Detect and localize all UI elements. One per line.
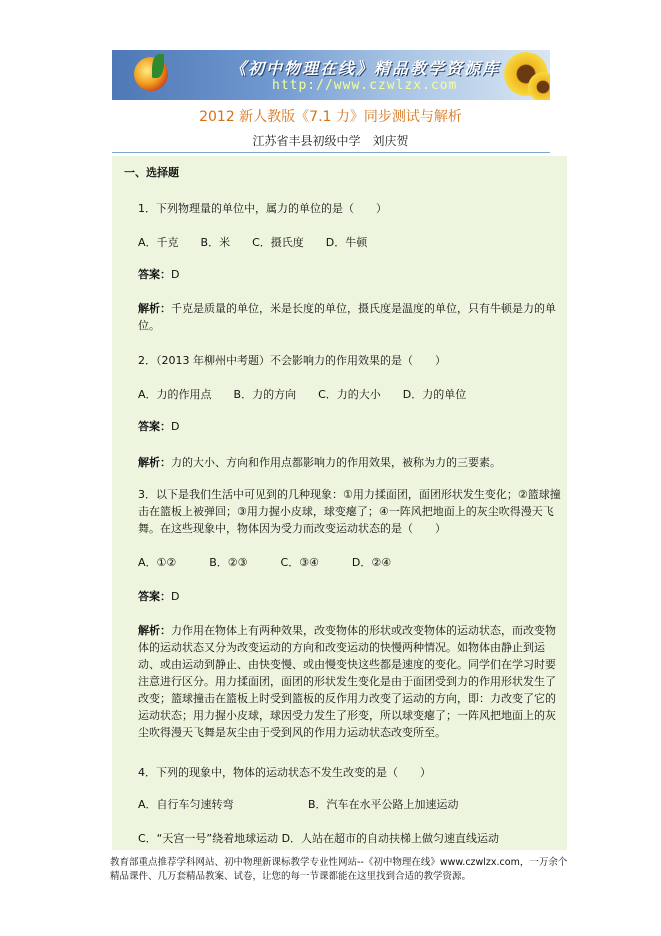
answer-label: 答案： bbox=[138, 420, 171, 433]
q4-stem: 4．下列的现象中，物体的运动状态不发生改变的是（ ） bbox=[138, 766, 431, 779]
banner-url-link[interactable]: http://www.czwlzx.com bbox=[272, 78, 458, 93]
q2-answer bbox=[138, 418, 562, 435]
q1-analysis bbox=[138, 300, 562, 334]
banner-title: 《初中物理在线》精品教学资源库 bbox=[230, 59, 501, 78]
site-banner bbox=[112, 50, 550, 100]
q4-options-ab bbox=[138, 796, 562, 813]
document-author: 江苏省丰县初级中学 刘庆贺 bbox=[252, 134, 409, 148]
answer-value: D bbox=[171, 268, 180, 281]
q4-option-b: B．汽车在水平公路上加速运动 bbox=[308, 798, 459, 811]
q3-answer bbox=[138, 588, 562, 605]
q2-analysis bbox=[138, 454, 562, 471]
question-content bbox=[112, 156, 567, 850]
q4-options-cd bbox=[138, 830, 562, 847]
section-title: 一、选择题 bbox=[124, 166, 179, 179]
q4-option-c: C．“天宫一号”绕着地球运动 bbox=[138, 832, 279, 845]
q1-stem: 1．下列物理量的单位中，属力的单位的是（ ） bbox=[138, 202, 387, 215]
analysis-label: 解析： bbox=[138, 456, 171, 469]
q1-answer bbox=[138, 266, 562, 283]
analysis-text: 千克是质量的单位，米是长度的单位，摄氏度是温度的单位，只有牛顿是力的单位。 bbox=[138, 302, 556, 332]
analysis-label: 解析： bbox=[138, 302, 171, 315]
q2-options: A．力的作用点 B．力的方向 C．力的大小 D．力的单位 bbox=[138, 388, 467, 401]
q4-option-a: A．自行车匀速转弯 bbox=[138, 798, 234, 811]
analysis-text: 力的大小、方向和作用点都影响力的作用效果，被称为力的三要素。 bbox=[171, 456, 501, 469]
q3-analysis bbox=[138, 622, 562, 741]
q3-stem: 3．以下是我们生活中可见到的几种现象：①用力揉面团，面团形状发生变化；②篮球撞击在篮板上被弹回；③用力握小皮球，球变瘪了；④一阵风把地面上的灰尘吹得漫天飞舞。在这些现象中，物体因为受力而改变运动状态的是（ ） bbox=[138, 488, 561, 535]
q4-option-d: D．人站在超市的自动扶梯上做匀速直线运动 bbox=[281, 832, 500, 845]
q1-options: A．千克 B．米 C．摄氏度 D．牛顿 bbox=[138, 236, 368, 249]
page-footer: 教育部重点推荐学科网站、初中物理新课标教学专业性网站--《初中物理在线》www.czwlzx.com，一万余个精品课件、几万套精品教案、试卷，让您的每一节课都能在这里找到合适的教学资源。 bbox=[110, 857, 568, 882]
sunflower-icon bbox=[528, 72, 550, 100]
q3-options: A．①② B．②③ C．③④ D．②④ bbox=[138, 556, 392, 569]
answer-label: 答案： bbox=[138, 590, 171, 603]
answer-label: 答案： bbox=[138, 268, 171, 281]
analysis-text: 力作用在物体上有两种效果，改变物体的形状或改变物体的运动状态，而改变物体的运动状态又分为改变运动的方向和改变运动的快慢两种情况。如物体由静止到运动、或由运动到静止、由快变慢、或由慢变快这些都是速度的变化。同学们在学习时要注意进行区分。用力揉面团，面团的形状发生变化是由于面团受到力的作用形状发生了改变；篮球撞击在篮板上时受到篮板的反作用力改变了运动的方向，即：力改变了它的运动状态；用力握小皮球，球因受力发生了形变，所以球变瘪了；一阵风把地面上的灰尘吹得漫天飞舞是灰尘由于受到风的作用力运动状态改变所至。 bbox=[138, 624, 556, 739]
answer-value: D bbox=[171, 590, 180, 603]
document-title: 2012 新人教版《7.1 力》同步测试与解析 bbox=[199, 109, 462, 125]
analysis-label: 解析： bbox=[138, 624, 171, 637]
header-divider bbox=[112, 152, 550, 153]
answer-value: D bbox=[171, 420, 180, 433]
q2-stem: 2．（2013 年柳州中考题）不会影响力的作用效果的是（ ） bbox=[138, 354, 446, 367]
